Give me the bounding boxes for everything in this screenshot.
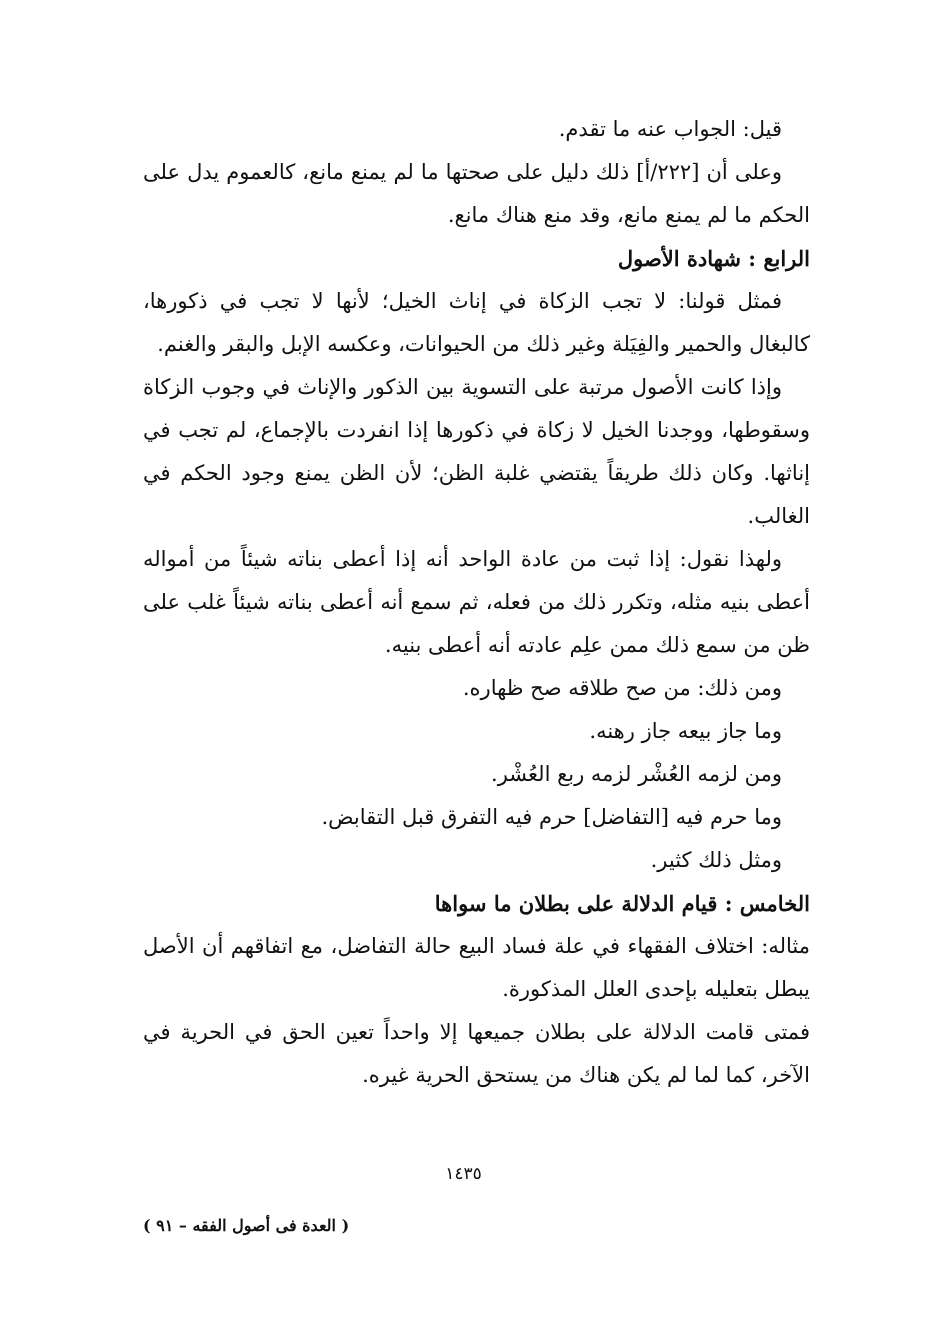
section-heading: الرابع : شهادة الأصول <box>617 246 810 271</box>
paragraph: وإذا كانت الأصول مرتبة على التسوية بين الذكور والإناث في وجوب الزكاة وسقوطها، ووجدنا الخيل لا زكاة في ذكورها إذا انفردت بالإجماع، لم تجب في إناثها. وكان ذلك طريقاً يقتضي غلبة الظن؛ لأن الظن يمنع وجود الحكم في الغالب. <box>143 375 810 528</box>
main-text <box>143 108 810 1097</box>
paragraph: ومن لزمه العُشْر لزمه ربع العُشْر. <box>491 762 782 786</box>
paragraph: مثاله: اختلاف الفقهاء في علة فساد البيع حالة التفاضل، مع اتفاقهم أن الأصل يبطل بتعليله بإحدى العلل المذكورة. <box>143 934 810 1001</box>
paragraph: ومن ذلك: من صح طلاقه صح ظهاره. <box>462 676 782 700</box>
page-number: ١٤٣٥ <box>445 1164 482 1184</box>
paragraph: قيل: الجواب عنه ما تقدم. <box>558 117 782 141</box>
paragraph: فمتى قامت الدلالة على بطلان جميعها إلا واحداً تعين الحق في الحرية في الآخر، كما لما لم يكن هناك من يستحق الحرية غيره. <box>143 1020 810 1087</box>
paragraph: ولهذا نقول: إذا ثبت من عادة الواحد أنه إذا أعطى بناته شيئاً من أمواله أعطى بنيه مثله، وتكرر ذلك من فعله، ثم سمع أنه أعطى بناته شيئاً غلب على ظن من سمع ذلك ممن علِم عادته أنه أعطى بنيه. <box>143 547 810 657</box>
section-heading: الخامس : قيام الدلالة على بطلان ما سواها <box>434 891 810 916</box>
paragraph: وما حرم فيه [التفاضل] حرم فيه التفرق قبل التقابض. <box>321 805 782 829</box>
paragraph: وما جاز بيعه جاز رهنه. <box>589 719 782 743</box>
footer-signature: ( العدة فى أصول الفقه – ٩١ ) <box>143 1216 350 1235</box>
paragraph: فمثل قولنا: لا تجب الزكاة في إناث الخيل؛ لأنها لا تجب في ذكورها، كالبغال والحمير والفِيَلة وغير ذلك من الحيوانات، وعكسه الإبل والبقر والغنم. <box>143 289 810 356</box>
paragraph: ومثل ذلك كثير. <box>650 848 782 872</box>
paragraph: وعلى أن [٢٢٢/أ] ذلك دليل على صحتها ما لم يمنع مانع، كالعموم يدل على الحكم ما لم يمنع مانع، وقد منع هناك مانع. <box>143 160 810 227</box>
